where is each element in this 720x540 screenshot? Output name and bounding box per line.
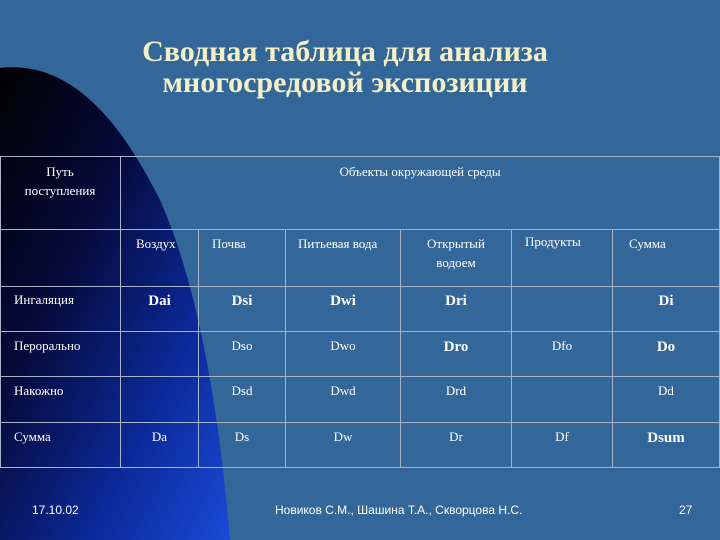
cell-dw: Dw bbox=[333, 429, 353, 444]
grid-line bbox=[0, 156, 1, 468]
row-label-sum: Сумма bbox=[14, 429, 51, 444]
grid-line bbox=[120, 156, 121, 468]
cell-dfo: Dfo bbox=[551, 338, 573, 353]
cell-dso: Dso bbox=[231, 338, 253, 353]
cell-dd: Dd bbox=[658, 383, 674, 398]
slide-title bbox=[0, 36, 690, 98]
footer-page-number: 27 bbox=[679, 503, 693, 517]
cell-drd: Drd bbox=[445, 383, 467, 398]
column-header-drinking-water: Питьевая вода bbox=[298, 236, 378, 251]
column-header-products: Продукты bbox=[525, 234, 581, 249]
column-header-soil: Почва bbox=[212, 236, 246, 251]
cell-dsi: Dsi bbox=[231, 293, 253, 309]
cell-df: Df bbox=[555, 429, 569, 444]
grid-line bbox=[0, 156, 720, 157]
cell-dri: Dri bbox=[445, 293, 467, 309]
cell-dai: Dai bbox=[148, 293, 171, 309]
cell-da: Da bbox=[151, 429, 168, 444]
row-label-dermal: Накожно bbox=[14, 383, 64, 398]
column-header-air: Воздух bbox=[136, 236, 176, 251]
row-label-inhalation: Ингаляция bbox=[14, 292, 74, 307]
row-label-oral: Перорально bbox=[14, 338, 81, 353]
cell-dwi: Dwi bbox=[330, 293, 356, 309]
column-header-sum: Сумма bbox=[629, 236, 666, 251]
title-line-1: Сводная таблица для анализа bbox=[142, 35, 548, 68]
summary-table bbox=[0, 156, 720, 468]
cell-dsd: Dsd bbox=[231, 383, 253, 398]
column-header-open-water: Открытый водоем bbox=[427, 236, 485, 270]
cell-dr: Dr bbox=[449, 429, 463, 444]
cell-ds: Ds bbox=[234, 429, 250, 444]
cell-dwo: Dwo bbox=[330, 338, 356, 353]
cell-dro: Dro bbox=[443, 339, 469, 355]
header-route: Путь поступления bbox=[24, 164, 96, 198]
header-objects: Объекты окружающей среды bbox=[339, 164, 501, 179]
cell-di: Di bbox=[658, 293, 674, 309]
footer-authors: Новиков С.М., Шашина Т.А., Скворцова Н.С. bbox=[275, 503, 523, 517]
footer-date: 17.10.02 bbox=[32, 503, 79, 517]
title-line-2: многосредовой экспозиции bbox=[162, 66, 528, 99]
cell-dsum: Dsum bbox=[647, 430, 685, 446]
cell-dwd: Dwd bbox=[330, 383, 356, 398]
cell-do: Do bbox=[656, 339, 676, 355]
